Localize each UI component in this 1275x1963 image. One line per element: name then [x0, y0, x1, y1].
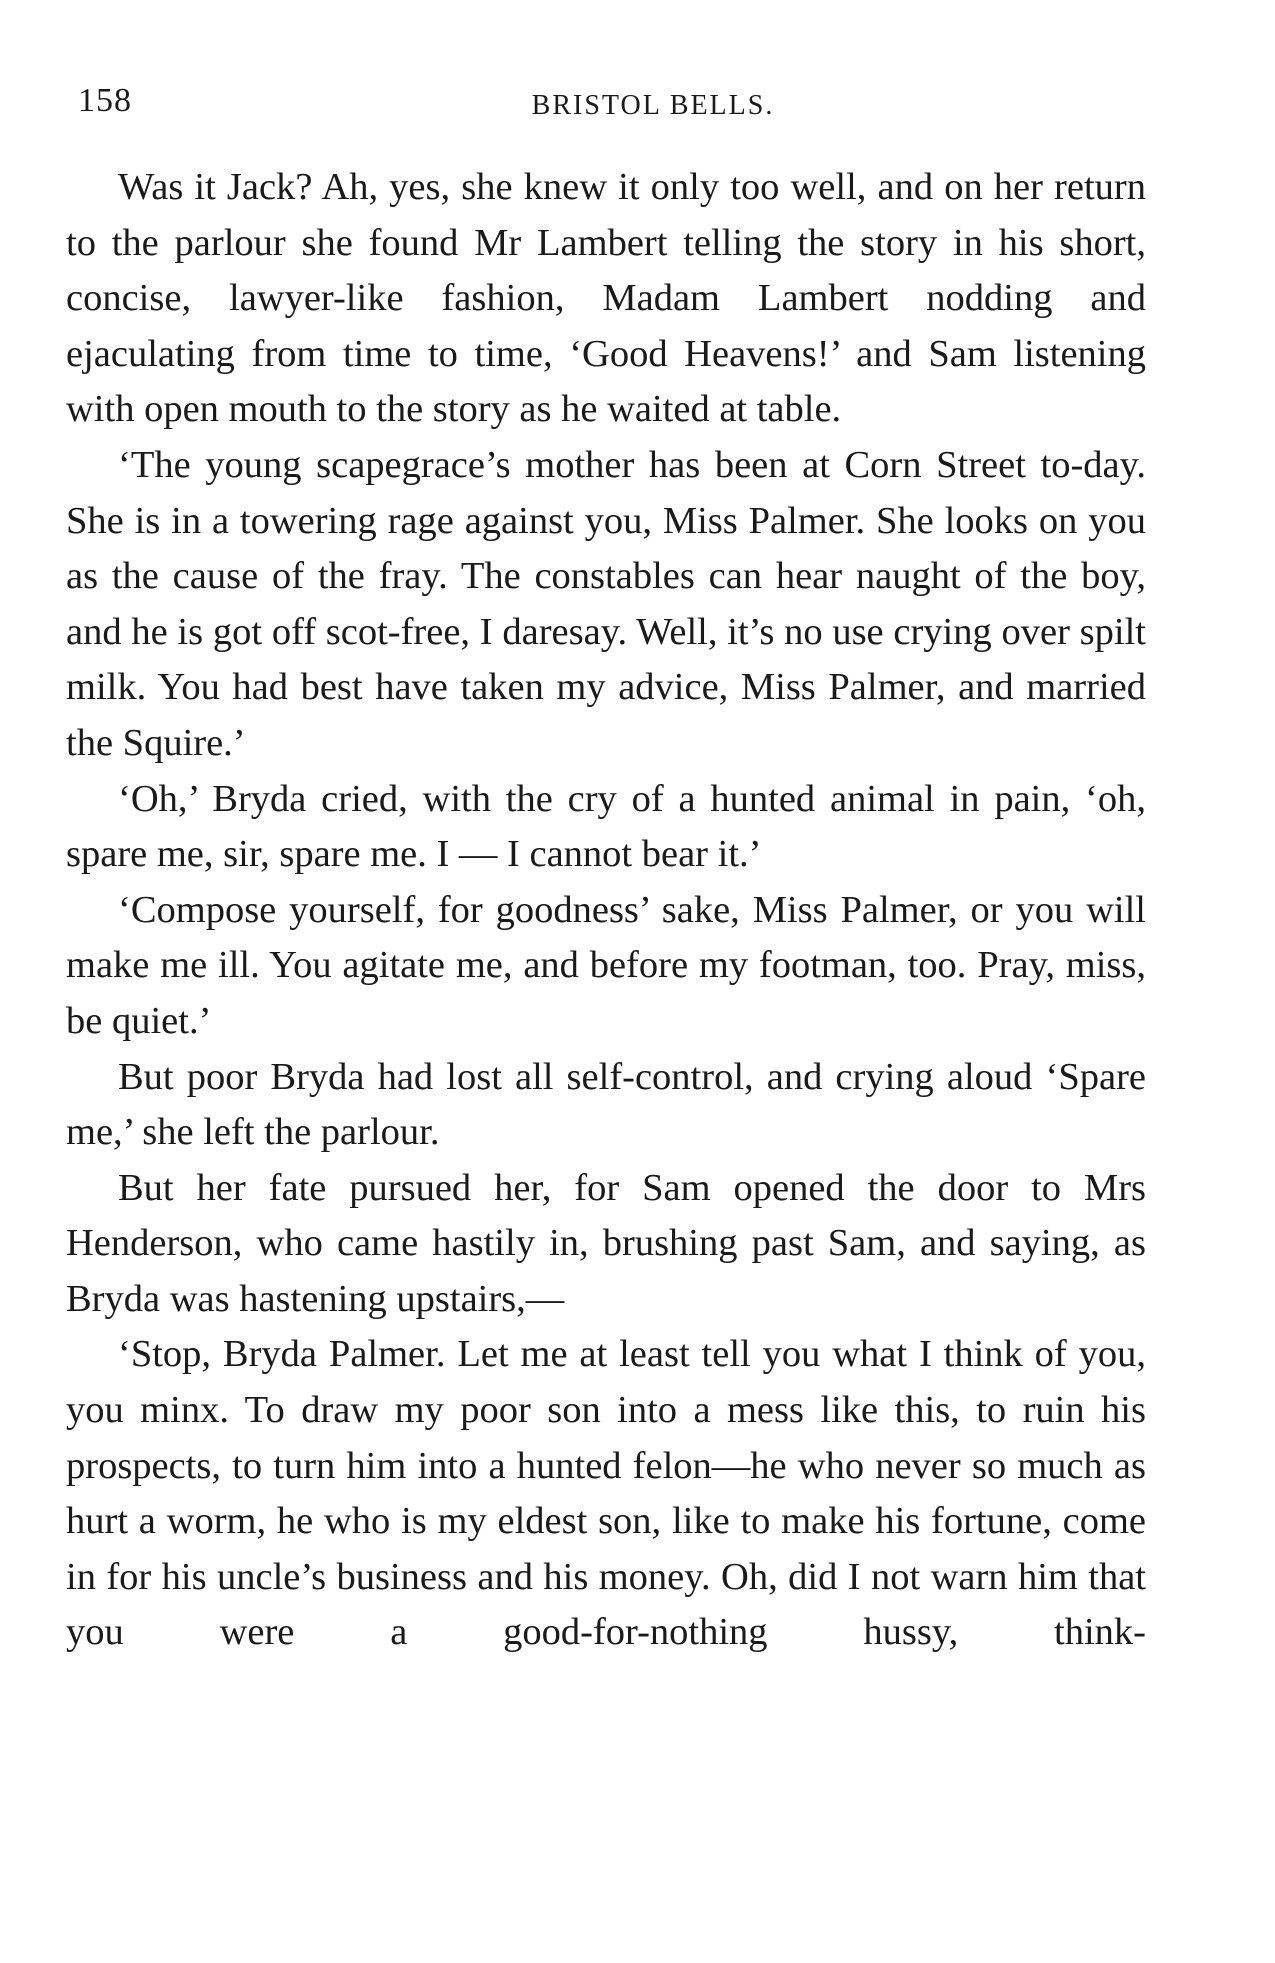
- paragraph: ‘Oh,’ Bryda cried, with the cry of a hunted animal in pain, ‘oh, spare me, sir, spare me. I — I cannot bear it.’: [66, 777, 1146, 876]
- running-head: BRISTOL BELLS.: [531, 90, 775, 121]
- page-number: 158: [78, 82, 132, 119]
- paragraph: Was it Jack? Ah, yes, she knew it only too well, and on her return to the parlour she found Mr Lambert telling the story in his short, concise, lawyer-like fashion, Madam Lambert nodding and ejaculating from time to time, ‘Good Heavens!’ and Sam listening with open mouth to the story as he waited at table.: [66, 166, 1146, 431]
- paragraph: ‘Stop, Bryda Palmer. Let me at least tell you what I think of you, you minx. To draw my poor son into a mess like this, to ruin his prospects, to turn him into a hunted felon—he who never so much as hurt a worm, he who is my eldest son, like to make his fortune, come in for his uncle’s business and his money. Oh, did I not warn him that you were a good-for-nothing hussy, think-: [66, 1333, 1146, 1654]
- paragraph: ‘The young scapegrace’s mother has been at Corn Street to-day. She is in a towering rage against you, Miss Palmer. She looks on you as the cause of the fray. The constables can hear naught of the boy, and he is got off scot-free, I daresay. Well, it’s no use crying over spilt milk. You had best have taken my advice, Miss Palmer, and married the Squire.’: [66, 443, 1146, 764]
- paragraph: But her fate pursued her, for Sam opened the door to Mrs Henderson, who came hastily in, brushing past Sam, and saying, as Bryda was hastening upstairs,—: [66, 1166, 1146, 1320]
- body-text: [66, 160, 1146, 1661]
- paragraph: ‘Compose yourself, for goodness’ sake, Miss Palmer, or you will make me ill. You agitate me, and before my footman, too. Pray, miss, be quiet.’: [66, 888, 1146, 1042]
- paragraph: But poor Bryda had lost all self-control, and crying aloud ‘Spare me,’ she left the parlour.: [66, 1055, 1146, 1154]
- page-header: [78, 82, 1138, 142]
